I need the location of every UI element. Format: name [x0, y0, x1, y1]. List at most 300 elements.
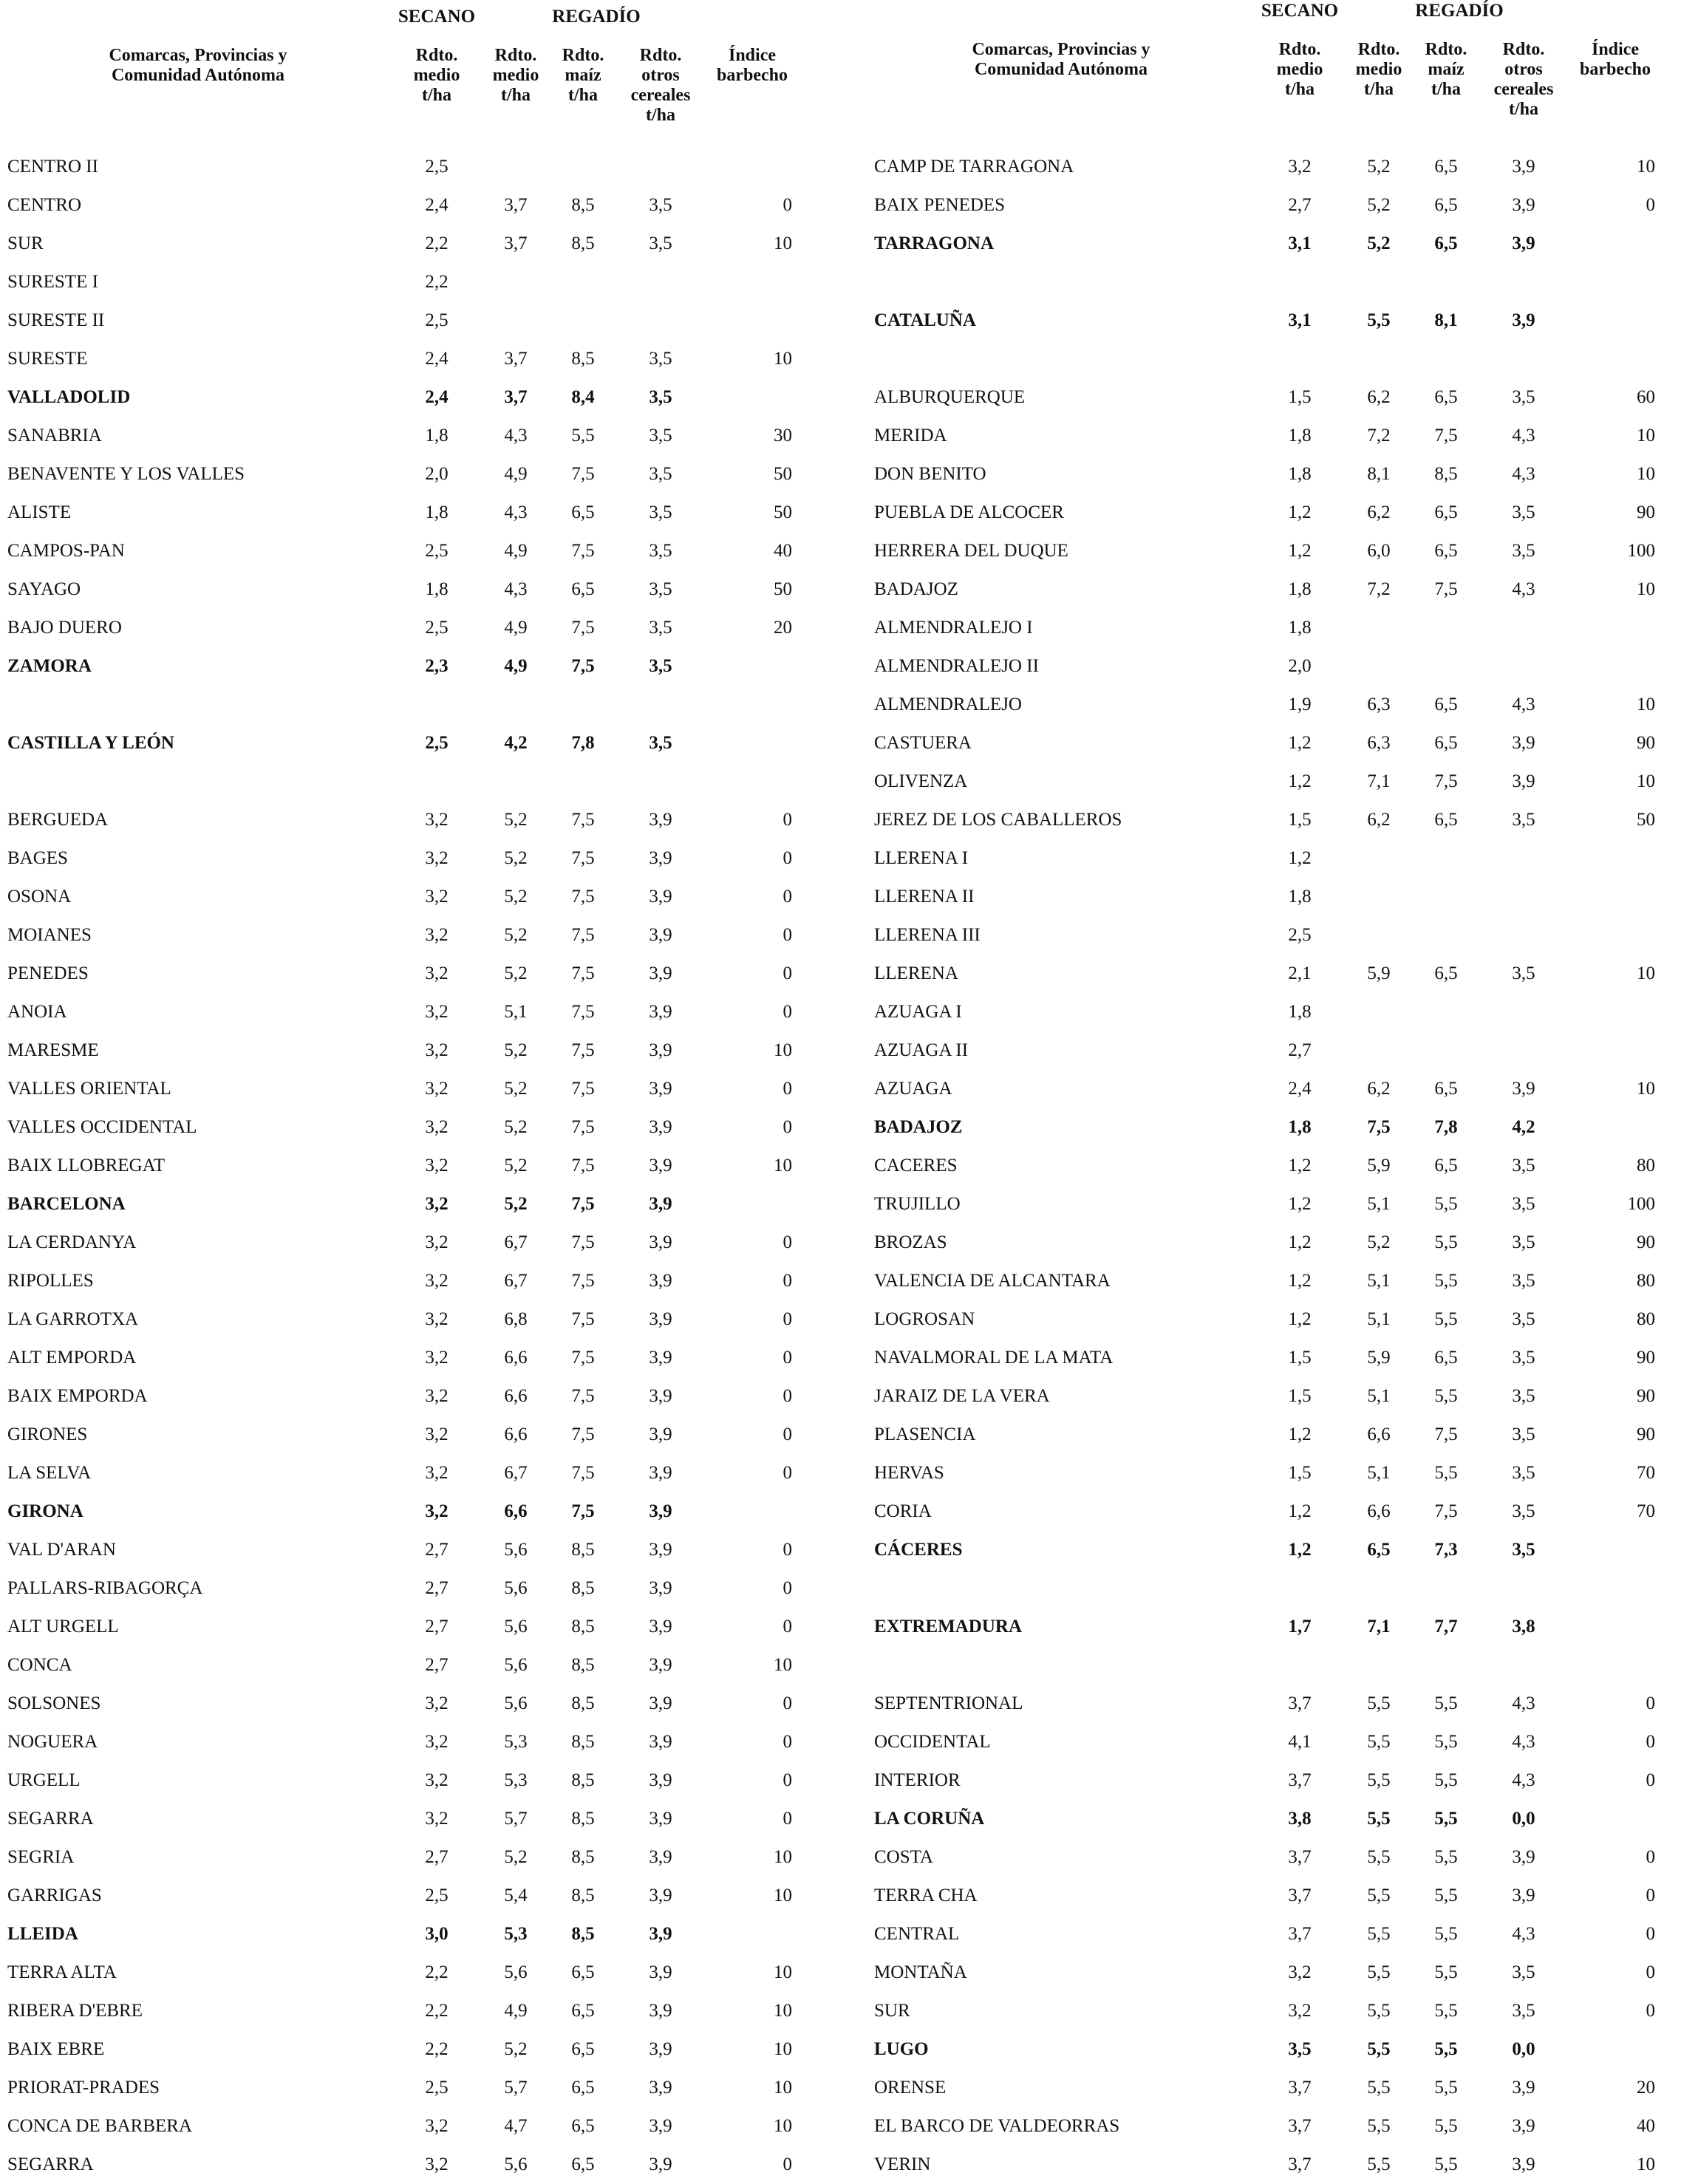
table-row [863, 1492, 1698, 1531]
secano-group-header: SECANO [1261, 1, 1339, 21]
comarca-name: INTERIOR [874, 1770, 961, 1790]
secano-group-header: SECANO [398, 7, 476, 27]
secano-rdto-medio: 2,7 [1288, 1040, 1312, 1060]
comarca-name: LLERENA [874, 963, 958, 983]
regadio-rdto-medio: 6,3 [1367, 695, 1391, 714]
secano-rdto-medio: 3,2 [425, 2154, 449, 2174]
comarca-name: CASTILLA Y LEÓN [7, 733, 174, 753]
regadio-rdto-medio: 5,2 [1367, 233, 1391, 253]
secano-rdto-medio: 1,2 [1288, 771, 1312, 791]
regadio-rdto-medio: 6,6 [504, 1501, 528, 1521]
regadio-rdto-maiz: 7,5 [571, 1309, 595, 1329]
table-row [863, 801, 1698, 839]
indice-barbecho: 0 [782, 1309, 792, 1329]
secano-rdto-medio: 3,2 [425, 963, 449, 983]
regadio-rdto-maiz: 8,5 [571, 195, 595, 215]
table-body [863, 148, 1698, 2184]
regadio-rdto-maiz: 6,5 [1434, 157, 1458, 177]
indice-barbecho: 10 [774, 1655, 792, 1675]
regadio-rdto-otros-cereales: 3,9 [1512, 195, 1535, 215]
regadio-rdto-medio: 5,6 [504, 1962, 528, 1982]
regadio-rdto-maiz: 5,5 [1434, 1924, 1458, 1944]
comarca-name: BAIX EBRE [7, 2039, 105, 2059]
regadio-rdto-otros-cereales: 3,9 [649, 963, 672, 983]
regadio-rdto-maiz: 7,5 [571, 925, 595, 945]
secano-rdto-medio: 2,2 [425, 2001, 449, 2021]
col-header-comarca: Comarcas, Provincias y Comunidad Autónoma [972, 40, 1150, 79]
table-row [0, 1761, 863, 1800]
table-row [0, 148, 863, 186]
table-row [0, 1492, 863, 1531]
regadio-rdto-otros-cereales: 3,5 [649, 618, 672, 638]
regadio-rdto-otros-cereales: 3,9 [1512, 2116, 1535, 2136]
secano-rdto-medio: 3,2 [425, 1732, 449, 1752]
table-row [863, 1608, 1698, 1646]
regadio-rdto-medio: 5,3 [504, 1770, 528, 1790]
table-row [863, 1224, 1698, 1262]
regadio-rdto-medio: 6,3 [1367, 733, 1391, 753]
comarca-name: DON BENITO [874, 464, 986, 484]
comarca-name: COSTA [874, 1847, 933, 1867]
comarca-name: CONCA [7, 1655, 72, 1675]
secano-rdto-medio: 3,7 [1288, 1770, 1312, 1790]
regadio-rdto-otros-cereales: 4,3 [1512, 695, 1535, 714]
secano-rdto-medio: 1,9 [1288, 695, 1312, 714]
regadio-rdto-otros-cereales: 3,5 [1512, 1348, 1535, 1368]
comarca-name: PENEDES [7, 963, 89, 983]
indice-barbecho: 80 [1637, 1156, 1655, 1175]
comarca-name: OSONA [7, 887, 72, 907]
comarca-name: HERVAS [874, 1463, 944, 1483]
table-row [0, 1300, 863, 1339]
table-row [0, 2107, 863, 2146]
secano-rdto-medio: 3,7 [1288, 1693, 1312, 1713]
secano-rdto-medio: 2,2 [425, 233, 449, 253]
table-row [0, 225, 863, 263]
regadio-rdto-otros-cereales: 3,9 [1512, 1886, 1535, 1905]
secano-rdto-medio: 1,8 [425, 426, 449, 446]
secano-rdto-medio: 1,5 [1288, 810, 1312, 830]
regadio-rdto-medio: 5,5 [1367, 310, 1391, 330]
indice-barbecho: 90 [1637, 502, 1655, 522]
table-row [0, 724, 863, 762]
regadio-rdto-medio: 6,6 [504, 1386, 528, 1406]
regadio-rdto-medio: 7,2 [1367, 426, 1391, 446]
regadio-rdto-maiz: 5,5 [1434, 1847, 1458, 1867]
secano-rdto-medio: 1,8 [1288, 1117, 1312, 1137]
regadio-rdto-otros-cereales: 3,5 [1512, 1463, 1535, 1483]
regadio-rdto-otros-cereales: 4,3 [1512, 426, 1535, 446]
table-row [863, 2030, 1698, 2069]
regadio-rdto-maiz: 5,5 [1434, 1463, 1458, 1483]
indice-barbecho: 80 [1637, 1271, 1655, 1291]
secano-rdto-medio: 1,2 [1288, 1540, 1312, 1560]
regadio-rdto-maiz: 6,5 [1434, 387, 1458, 407]
regadio-rdto-maiz: 8,5 [571, 1886, 595, 1905]
comarca-name: CORIA [874, 1501, 932, 1521]
col-header-regadio-rdto-otros-cereales: Rdto. otros cereales t/ha [630, 46, 691, 125]
indice-barbecho: 0 [1646, 1847, 1655, 1867]
regadio-rdto-maiz: 5,5 [1434, 1309, 1458, 1329]
secano-rdto-medio: 2,2 [425, 2039, 449, 2059]
regadio-rdto-medio: 5,3 [504, 1732, 528, 1752]
regadio-rdto-otros-cereales: 4,3 [1512, 1770, 1535, 1790]
regadio-rdto-medio: 5,1 [1367, 1194, 1391, 1214]
regadio-rdto-otros-cereales: 4,2 [1512, 1117, 1535, 1137]
regadio-rdto-medio: 5,5 [1367, 1962, 1391, 1982]
secano-rdto-medio: 2,1 [1288, 963, 1312, 983]
indice-barbecho: 0 [782, 810, 792, 830]
regadio-rdto-maiz: 7,5 [571, 464, 595, 484]
regadio-rdto-medio: 5,6 [504, 1693, 528, 1713]
comarca-name: ALISTE [7, 502, 72, 522]
regadio-rdto-otros-cereales: 3,9 [649, 2078, 672, 2098]
regadio-rdto-otros-cereales: 0,0 [1512, 2039, 1535, 2059]
comarca-name: BARCELONA [7, 1194, 126, 1214]
indice-barbecho: 20 [1637, 2078, 1655, 2098]
regadio-rdto-maiz: 7,5 [571, 1117, 595, 1137]
comarca-name: BAJO DUERO [7, 618, 122, 638]
table-row [0, 878, 863, 916]
regadio-rdto-maiz: 7,5 [571, 1501, 595, 1521]
indice-barbecho: 70 [1637, 1501, 1655, 1521]
secano-rdto-medio: 1,2 [1288, 1309, 1312, 1329]
table-row [0, 1454, 863, 1492]
table-row [863, 148, 1698, 186]
regadio-rdto-maiz: 8,5 [571, 1732, 595, 1752]
secano-rdto-medio: 2,5 [1288, 925, 1312, 945]
regadio-rdto-otros-cereales: 3,9 [1512, 2154, 1535, 2174]
regadio-rdto-otros-cereales: 3,9 [649, 1271, 672, 1291]
regadio-rdto-maiz: 6,5 [1434, 233, 1458, 253]
regadio-rdto-otros-cereales: 3,9 [649, 1463, 672, 1483]
table-row [0, 1377, 863, 1416]
regadio-rdto-maiz: 5,5 [1434, 1962, 1458, 1982]
regadio-rdto-medio: 4,3 [504, 502, 528, 522]
table-header [0, 0, 863, 148]
regadio-rdto-otros-cereales: 3,5 [649, 656, 672, 676]
table-row [0, 1723, 863, 1761]
regadio-rdto-maiz: 8,5 [571, 1809, 595, 1829]
regadio-rdto-medio: 5,2 [504, 1040, 528, 1060]
regadio-rdto-medio: 5,1 [1367, 1309, 1391, 1329]
table-row [0, 916, 863, 955]
regadio-rdto-otros-cereales: 3,5 [649, 426, 672, 446]
col-header-secano-rdto-medio: Rdto. medio t/ha [1276, 40, 1323, 99]
comarca-name: VALLADOLID [7, 387, 131, 407]
table-row [863, 1531, 1698, 1569]
comarca-name: SURESTE II [7, 310, 105, 330]
indice-barbecho: 40 [774, 541, 792, 561]
indice-barbecho: 10 [1637, 579, 1655, 599]
indice-barbecho: 10 [1637, 464, 1655, 484]
indice-barbecho: 10 [1637, 963, 1655, 983]
table-row [863, 993, 1698, 1031]
comarca-name: JARAIZ DE LA VERA [874, 1386, 1050, 1406]
comarca-name: AZUAGA I [874, 1002, 962, 1022]
regadio-rdto-medio: 5,1 [1367, 1271, 1391, 1291]
comarca-name: ZAMORA [7, 656, 92, 676]
regadio-rdto-maiz: 5,5 [1434, 1732, 1458, 1752]
table-row [0, 609, 863, 647]
regadio-rdto-otros-cereales: 3,9 [649, 1578, 672, 1598]
table-row [0, 301, 863, 340]
regadio-rdto-otros-cereales: 3,9 [649, 1809, 672, 1829]
yield-table-right [863, 0, 1698, 2182]
regadio-rdto-maiz: 5,5 [571, 426, 595, 446]
table-row [0, 1339, 863, 1377]
indice-barbecho: 10 [1637, 426, 1655, 446]
regadio-rdto-medio: 5,5 [1367, 1924, 1391, 1944]
comarca-name: LLERENA II [874, 887, 975, 907]
regadio-rdto-otros-cereales: 3,9 [649, 1847, 672, 1867]
indice-barbecho: 0 [782, 1386, 792, 1406]
regadio-rdto-medio: 5,2 [504, 925, 528, 945]
comarca-name: LLEIDA [7, 1924, 78, 1944]
secano-rdto-medio: 2,4 [425, 387, 449, 407]
regadio-rdto-otros-cereales: 3,9 [649, 1540, 672, 1560]
regadio-rdto-maiz: 7,5 [571, 618, 595, 638]
regadio-rdto-medio: 5,2 [504, 1156, 528, 1175]
regadio-rdto-maiz: 6,5 [571, 2154, 595, 2174]
table-row [0, 417, 863, 455]
secano-rdto-medio: 2,7 [425, 1847, 449, 1867]
table-row [0, 993, 863, 1031]
regadio-rdto-medio: 5,7 [504, 2078, 528, 2098]
regadio-rdto-maiz: 6,5 [1434, 502, 1458, 522]
table-row [863, 1031, 1698, 1070]
table-row [863, 1877, 1698, 1915]
secano-rdto-medio: 3,0 [425, 1924, 449, 1944]
regadio-rdto-maiz: 7,5 [571, 1002, 595, 1022]
secano-rdto-medio: 2,0 [1288, 656, 1312, 676]
regadio-rdto-medio: 4,7 [504, 2116, 528, 2136]
secano-rdto-medio: 2,3 [425, 656, 449, 676]
secano-rdto-medio: 3,2 [425, 1040, 449, 1060]
comarca-name: LUGO [874, 2039, 929, 2059]
blank-row [863, 1569, 1698, 1608]
comarca-name: MERIDA [874, 426, 947, 446]
secano-rdto-medio: 3,2 [425, 1348, 449, 1368]
regadio-rdto-medio: 5,6 [504, 1578, 528, 1598]
regadio-rdto-medio: 5,2 [504, 1117, 528, 1137]
regadio-rdto-medio: 6,6 [1367, 1424, 1391, 1444]
regadio-rdto-medio: 5,2 [1367, 157, 1391, 177]
secano-rdto-medio: 3,7 [1288, 1847, 1312, 1867]
regadio-rdto-medio: 5,2 [1367, 195, 1391, 215]
regadio-rdto-otros-cereales: 3,9 [649, 925, 672, 945]
indice-barbecho: 50 [774, 464, 792, 484]
table-row [863, 686, 1698, 724]
indice-barbecho: 60 [1637, 387, 1655, 407]
regadio-rdto-maiz: 7,5 [1434, 579, 1458, 599]
comarca-name: LA GARROTXA [7, 1309, 139, 1329]
secano-rdto-medio: 3,7 [1288, 2116, 1312, 2136]
table-row [0, 1992, 863, 2030]
table-row [0, 955, 863, 993]
regadio-rdto-otros-cereales: 3,5 [1512, 1501, 1535, 1521]
indice-barbecho: 0 [782, 1540, 792, 1560]
comarca-name: GIRONA [7, 1501, 83, 1521]
secano-rdto-medio: 1,8 [1288, 579, 1312, 599]
indice-barbecho: 0 [1646, 195, 1655, 215]
comarca-name: TARRAGONA [874, 233, 995, 253]
regadio-rdto-medio: 3,7 [504, 349, 528, 369]
table-row [863, 1339, 1698, 1377]
table-row [0, 1108, 863, 1147]
regadio-rdto-medio: 6,7 [504, 1463, 528, 1483]
table-row [0, 2146, 863, 2184]
regadio-rdto-otros-cereales: 3,9 [649, 1617, 672, 1637]
regadio-rdto-otros-cereales: 3,5 [649, 195, 672, 215]
regadio-rdto-maiz: 5,5 [1434, 2001, 1458, 2021]
comarca-name: CENTRO [7, 195, 81, 215]
indice-barbecho: 100 [1627, 541, 1655, 561]
table-row [863, 378, 1698, 417]
comarca-name: SEGARRA [7, 2154, 94, 2174]
regadio-rdto-maiz: 5,5 [1434, 2154, 1458, 2174]
blank-row [863, 340, 1698, 378]
indice-barbecho: 0 [1646, 2001, 1655, 2021]
comarca-name: CÁCERES [874, 1540, 963, 1560]
regadio-rdto-maiz: 7,5 [1434, 426, 1458, 446]
indice-barbecho: 10 [1637, 2154, 1655, 2174]
table-row [863, 839, 1698, 878]
secano-rdto-medio: 3,2 [425, 2116, 449, 2136]
comarca-name: CENTRAL [874, 1924, 960, 1944]
comarca-name: SUR [874, 2001, 910, 2021]
regadio-rdto-otros-cereales: 3,5 [649, 502, 672, 522]
regadio-rdto-otros-cereales: 3,9 [649, 1693, 672, 1713]
secano-rdto-medio: 1,2 [1288, 1156, 1312, 1175]
secano-rdto-medio: 1,2 [1288, 1501, 1312, 1521]
regadio-group-header: REGADÍO [552, 7, 641, 27]
regadio-rdto-medio: 6,2 [1367, 387, 1391, 407]
table-row [863, 301, 1698, 340]
regadio-rdto-medio: 5,5 [1367, 1809, 1391, 1829]
regadio-rdto-otros-cereales: 3,8 [1512, 1617, 1535, 1637]
regadio-rdto-maiz: 5,5 [1434, 1693, 1458, 1713]
secano-rdto-medio: 2,5 [425, 618, 449, 638]
comarca-name: BAIX LLOBREGAT [7, 1156, 166, 1175]
secano-rdto-medio: 1,2 [1288, 1232, 1312, 1252]
secano-rdto-medio: 1,5 [1288, 1348, 1312, 1368]
table-row [863, 1454, 1698, 1492]
table-row [863, 455, 1698, 494]
regadio-rdto-medio: 5,6 [504, 2154, 528, 2174]
regadio-rdto-otros-cereales: 3,5 [1512, 810, 1535, 830]
secano-rdto-medio: 3,2 [425, 1232, 449, 1252]
regadio-rdto-medio: 5,5 [1367, 1886, 1391, 1905]
comarca-name: HERRERA DEL DUQUE [874, 541, 1068, 561]
secano-rdto-medio: 1,2 [1288, 1194, 1312, 1214]
indice-barbecho: 0 [782, 1463, 792, 1483]
regadio-rdto-medio: 4,2 [504, 733, 528, 753]
table-row [0, 378, 863, 417]
regadio-rdto-otros-cereales: 3,5 [1512, 1540, 1535, 1560]
regadio-rdto-medio: 5,2 [504, 810, 528, 830]
table-row [863, 1070, 1698, 1108]
secano-rdto-medio: 2,5 [425, 310, 449, 330]
comarca-name: CASTUERA [874, 733, 972, 753]
indice-barbecho: 0 [782, 1117, 792, 1137]
regadio-rdto-medio: 4,9 [504, 618, 528, 638]
regadio-rdto-medio: 5,5 [1367, 2078, 1391, 2098]
regadio-rdto-medio: 5,6 [504, 1617, 528, 1637]
regadio-rdto-otros-cereales: 3,9 [649, 2116, 672, 2136]
table-row [863, 570, 1698, 609]
table-row [0, 1800, 863, 1838]
indice-barbecho: 10 [774, 1847, 792, 1867]
regadio-rdto-maiz: 8,5 [571, 1847, 595, 1867]
regadio-rdto-otros-cereales: 3,9 [649, 1732, 672, 1752]
table-row [863, 1147, 1698, 1185]
regadio-rdto-maiz: 7,5 [571, 1040, 595, 1060]
comarca-name: BERGUEDA [7, 810, 109, 830]
col-header-regadio-rdto-maiz: Rdto. maíz t/ha [562, 46, 604, 105]
secano-rdto-medio: 2,2 [425, 1962, 449, 1982]
regadio-rdto-medio: 5,1 [1367, 1463, 1391, 1483]
regadio-rdto-medio: 5,5 [1367, 2039, 1391, 2059]
regadio-rdto-maiz: 6,5 [1434, 695, 1458, 714]
secano-rdto-medio: 2,7 [425, 1617, 449, 1637]
indice-barbecho: 10 [1637, 771, 1655, 791]
regadio-rdto-otros-cereales: 3,5 [1512, 1424, 1535, 1444]
regadio-rdto-otros-cereales: 3,9 [1512, 233, 1535, 253]
secano-rdto-medio: 3,8 [1288, 1809, 1312, 1829]
secano-rdto-medio: 3,1 [1288, 310, 1312, 330]
regadio-rdto-medio: 5,3 [504, 1924, 528, 1944]
regadio-rdto-maiz: 6,5 [571, 2078, 595, 2098]
indice-barbecho: 90 [1637, 1424, 1655, 1444]
comarca-name: MARESME [7, 1040, 99, 1060]
comarca-name: CENTRO II [7, 157, 98, 177]
regadio-rdto-medio: 4,3 [504, 426, 528, 446]
table-row [863, 1838, 1698, 1877]
secano-rdto-medio: 1,8 [1288, 618, 1312, 638]
regadio-rdto-otros-cereales: 3,9 [649, 848, 672, 868]
table-row [0, 532, 863, 570]
secano-rdto-medio: 3,2 [425, 1693, 449, 1713]
regadio-rdto-otros-cereales: 3,9 [649, 1002, 672, 1022]
indice-barbecho: 0 [782, 925, 792, 945]
secano-rdto-medio: 1,8 [425, 579, 449, 599]
comarca-name: BAGES [7, 848, 68, 868]
regadio-rdto-maiz: 8,5 [571, 233, 595, 253]
regadio-rdto-maiz: 7,5 [571, 810, 595, 830]
indice-barbecho: 0 [782, 1232, 792, 1252]
table-row [863, 1992, 1698, 2030]
secano-rdto-medio: 3,2 [1288, 157, 1312, 177]
secano-rdto-medio: 2,0 [425, 464, 449, 484]
table-row [863, 1416, 1698, 1454]
regadio-rdto-otros-cereales: 3,9 [1512, 2078, 1535, 2098]
comarca-name: VALLES ORIENTAL [7, 1079, 171, 1099]
comarca-name: ANOIA [7, 1002, 67, 1022]
comarca-name: EL BARCO DE VALDEORRAS [874, 2116, 1120, 2136]
indice-barbecho: 10 [774, 2039, 792, 2059]
indice-barbecho: 50 [1637, 810, 1655, 830]
regadio-rdto-maiz: 7,7 [1434, 1617, 1458, 1637]
comarca-name: GARRIGAS [7, 1886, 102, 1905]
secano-rdto-medio: 3,2 [425, 1194, 449, 1214]
regadio-rdto-maiz: 5,5 [1434, 2116, 1458, 2136]
regadio-rdto-maiz: 5,5 [1434, 1386, 1458, 1406]
table-row [0, 455, 863, 494]
indice-barbecho: 0 [1646, 1924, 1655, 1944]
regadio-rdto-otros-cereales: 3,5 [649, 464, 672, 484]
regadio-rdto-otros-cereales: 3,5 [1512, 1386, 1535, 1406]
